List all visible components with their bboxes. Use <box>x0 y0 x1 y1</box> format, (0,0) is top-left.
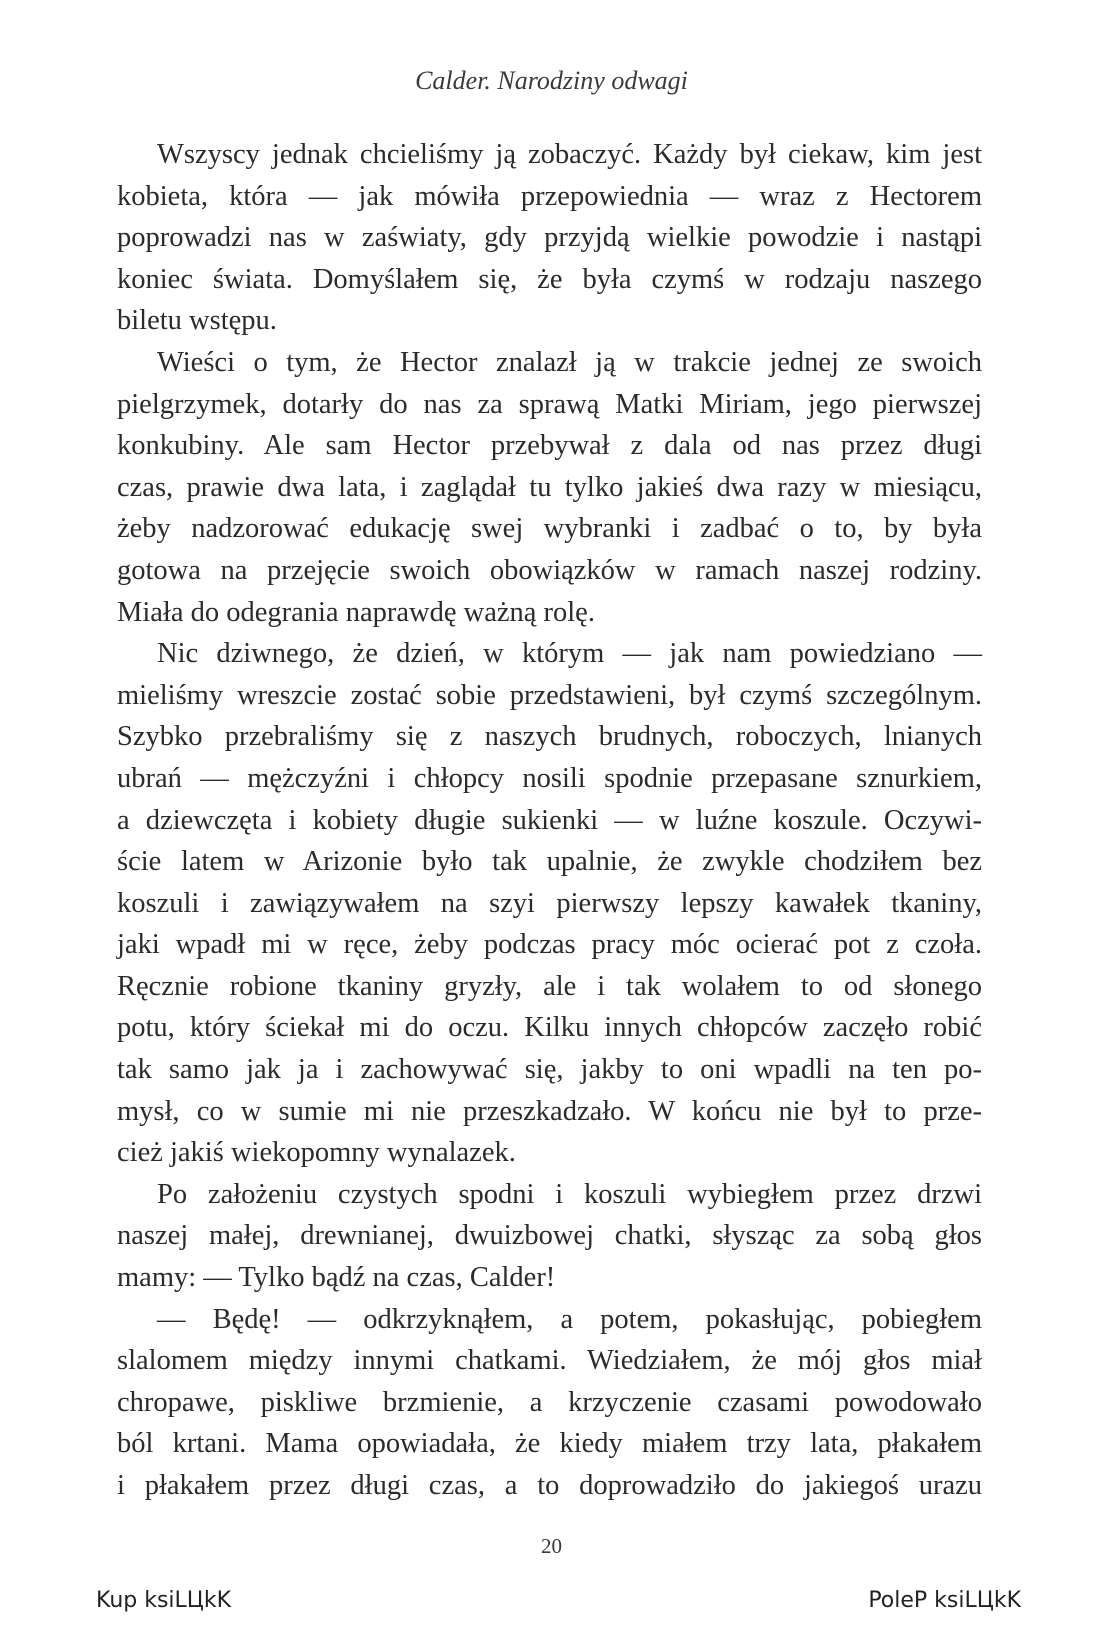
text-line: Po założeniu czystych spodni i koszuli wybiegłem przez drzwi <box>157 1178 982 1210</box>
text-line: potu, który ściekał mi do oczu. Kilku innych chłopców zaczęło robić <box>117 1012 982 1044</box>
text-line: Miała do odegrania naprawdę ważną rolę. <box>117 596 595 628</box>
text-line: tak samo jak ja i zachowywać się, jakby to oni wpadli na ten po- <box>117 1054 982 1086</box>
paragraph <box>117 342 982 633</box>
text-line: gotowa na przejęcie swoich obowiązków w ramach naszej rodziny. <box>117 554 982 586</box>
text-line: biletu wstępu. <box>117 305 277 337</box>
text-line: poprowadzi nas w zaświaty, gdy przyjdą wielkie powodzie i nastąpi <box>117 222 982 254</box>
text-line: chropawe, piskliwe brzmienie, a krzyczenie czasami powodowało <box>117 1386 982 1418</box>
text-line: naszej małej, drewnianej, dwuizbowej chatki, słysząc za sobą głos <box>117 1220 982 1252</box>
paragraph <box>117 1174 982 1299</box>
running-header: Calder. Narodziny odwagi <box>415 66 688 95</box>
paragraph <box>117 633 982 1174</box>
text-line: ból krtani. Mama opowiadała, że kiedy miałem trzy lata, płakałem <box>117 1428 982 1460</box>
text-line: — Będę! — odkrzyknąłem, a potem, pokasłując, pobiegłem <box>157 1303 982 1335</box>
text-line: czas, prawie dwa lata, i zaglądał tu tylko jakieś dwa razy w miesiącu, <box>117 471 982 503</box>
text-line: mamy: — Tylko bądź na czas, Calder! <box>117 1262 556 1294</box>
text-line: cież jakiś wiekopomny wynalazek. <box>117 1137 516 1169</box>
text-line: ubrań — mężczyźni i chłopcy nosili spodnie przepasane sznurkiem, <box>117 762 982 794</box>
text-line: slalomem między innymi chatkami. Wiedziałem, że mój głos miał <box>117 1345 982 1377</box>
recommend-book-link[interactable]: PoleP ksiLЦkK <box>868 1588 1021 1613</box>
text-line: jaki wpadł mi w ręce, żeby podczas pracy móc ocierać pot z czoła. <box>117 929 982 961</box>
text-line: i płakałem przez długi czas, a to doprowadziło do jakiegoś urazu <box>117 1470 982 1501</box>
page-body <box>117 134 982 1507</box>
text-line: mysł, co w sumie mi nie przeszkadzało. W końcu nie był to prze- <box>117 1095 982 1127</box>
buy-book-link[interactable]: Kup ksiLЦkK <box>96 1588 232 1613</box>
text-line: Nic dziwnego, że dzień, w którym — jak nam powiedziano — <box>157 638 982 670</box>
paragraph <box>117 134 982 342</box>
text-line: koszuli i zawiązywałem na szyi pierwszy lepszy kawałek tkaniny, <box>117 887 982 919</box>
text-line: Ręcznie robione tkaniny gryzły, ale i tak wolałem to od słonego <box>117 970 982 1002</box>
text-line: Szybko przebraliśmy się z naszych brudnych, roboczych, lnianych <box>117 721 982 753</box>
text-line: a dziewczęta i kobiety długie sukienki — w luźne koszule. Oczywi- <box>117 804 982 836</box>
text-line: Wszyscy jednak chcieliśmy ją zobaczyć. Każdy był ciekaw, kim jest <box>157 139 982 170</box>
text-line: żeby nadzorować edukację swej wybranki i zadbać o to, by była <box>117 513 982 545</box>
text-line: ście latem w Arizonie było tak upalnie, że zwykle chodziłem bez <box>117 846 982 878</box>
text-line: mieliśmy wreszcie zostać sobie przedstawieni, był czymś szczególnym. <box>117 679 982 711</box>
text-line: konkubiny. Ale sam Hector przebywał z dala od nas przez długi <box>117 430 982 462</box>
text-line: koniec świata. Domyślałem się, że była czymś w rodzaju naszego <box>117 263 982 295</box>
text-line: pielgrzymek, dotarły do nas za sprawą Matki Miriam, jego pierwszej <box>117 388 982 420</box>
text-line: kobieta, która — jak mówiła przepowiednia — wraz z Hectorem <box>117 180 982 212</box>
text-line: Wieści o tym, że Hector znalazł ją w trakcie jednej ze swoich <box>157 346 982 378</box>
page-number: 20 <box>541 1534 562 1558</box>
paragraph <box>117 1299 982 1507</box>
